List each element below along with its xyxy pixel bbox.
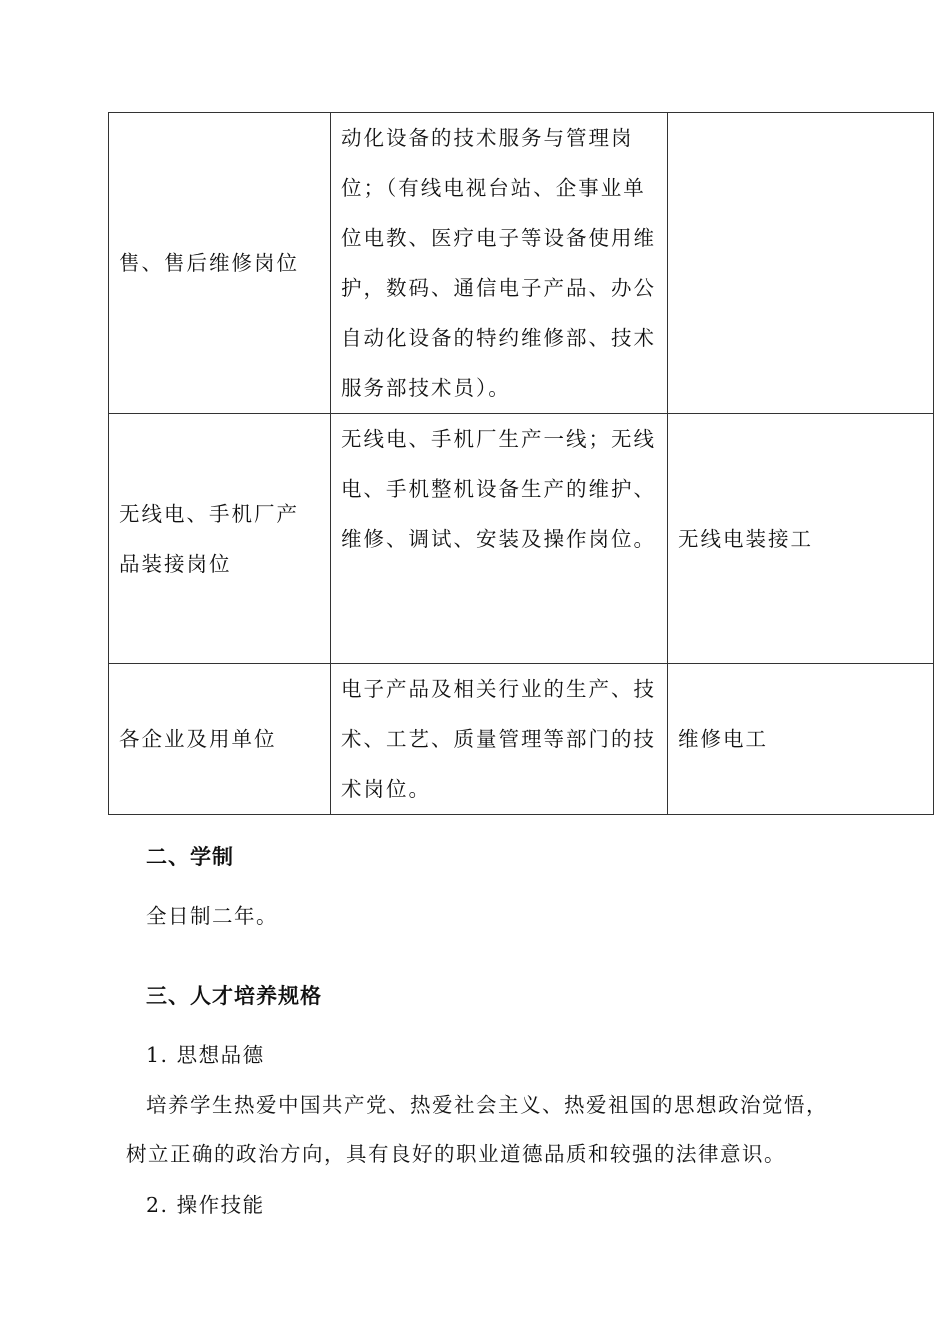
table-cell-position: 无线电、手机厂产品装接岗位 bbox=[109, 414, 331, 664]
table-cell-certificate bbox=[668, 113, 934, 414]
table-cell-certificate: 无线电装接工 bbox=[668, 414, 934, 664]
employment-table bbox=[108, 112, 934, 815]
table-cell-duties: 无线电、手机厂生产一线；无线电、手机整机设备生产的维护、维修、调试、安装及操作岗位。 bbox=[331, 414, 668, 664]
duration-text: 全日制二年。 bbox=[146, 904, 278, 928]
section-heading-duration: 二、学制 bbox=[146, 845, 234, 869]
table-row bbox=[109, 113, 934, 414]
subsection-title-morality: 1. 思想品德 bbox=[146, 1043, 265, 1067]
section-heading-specs: 三、人才培养规格 bbox=[146, 984, 322, 1008]
table-cell-duties: 电子产品及相关行业的生产、技术、工艺、质量管理等部门的技术岗位。 bbox=[331, 664, 668, 815]
table-cell-duties: 动化设备的技术服务与管理岗位；（有线电视台站、企事业单位电教、医疗电子等设备使用维护，数码、通信电子产品、办公自动化设备的特约维修部、技术服务部技术员）。 bbox=[331, 113, 668, 414]
morality-text-line1: 培养学生热爱中国共产党、热爱社会主义、热爱祖国的思想政治觉悟， bbox=[146, 1093, 828, 1117]
table-cell-position: 各企业及用单位 bbox=[109, 664, 331, 815]
table-row bbox=[109, 414, 934, 664]
table-cell-certificate: 维修电工 bbox=[668, 664, 934, 815]
table-cell-position: 售、售后维修岗位 bbox=[109, 113, 331, 414]
table-row bbox=[109, 664, 934, 815]
subsection-title-skills: 2. 操作技能 bbox=[146, 1193, 265, 1217]
morality-text-line2: 树立正确的政治方向，具有良好的职业道德品质和较强的法律意识。 bbox=[126, 1142, 786, 1166]
